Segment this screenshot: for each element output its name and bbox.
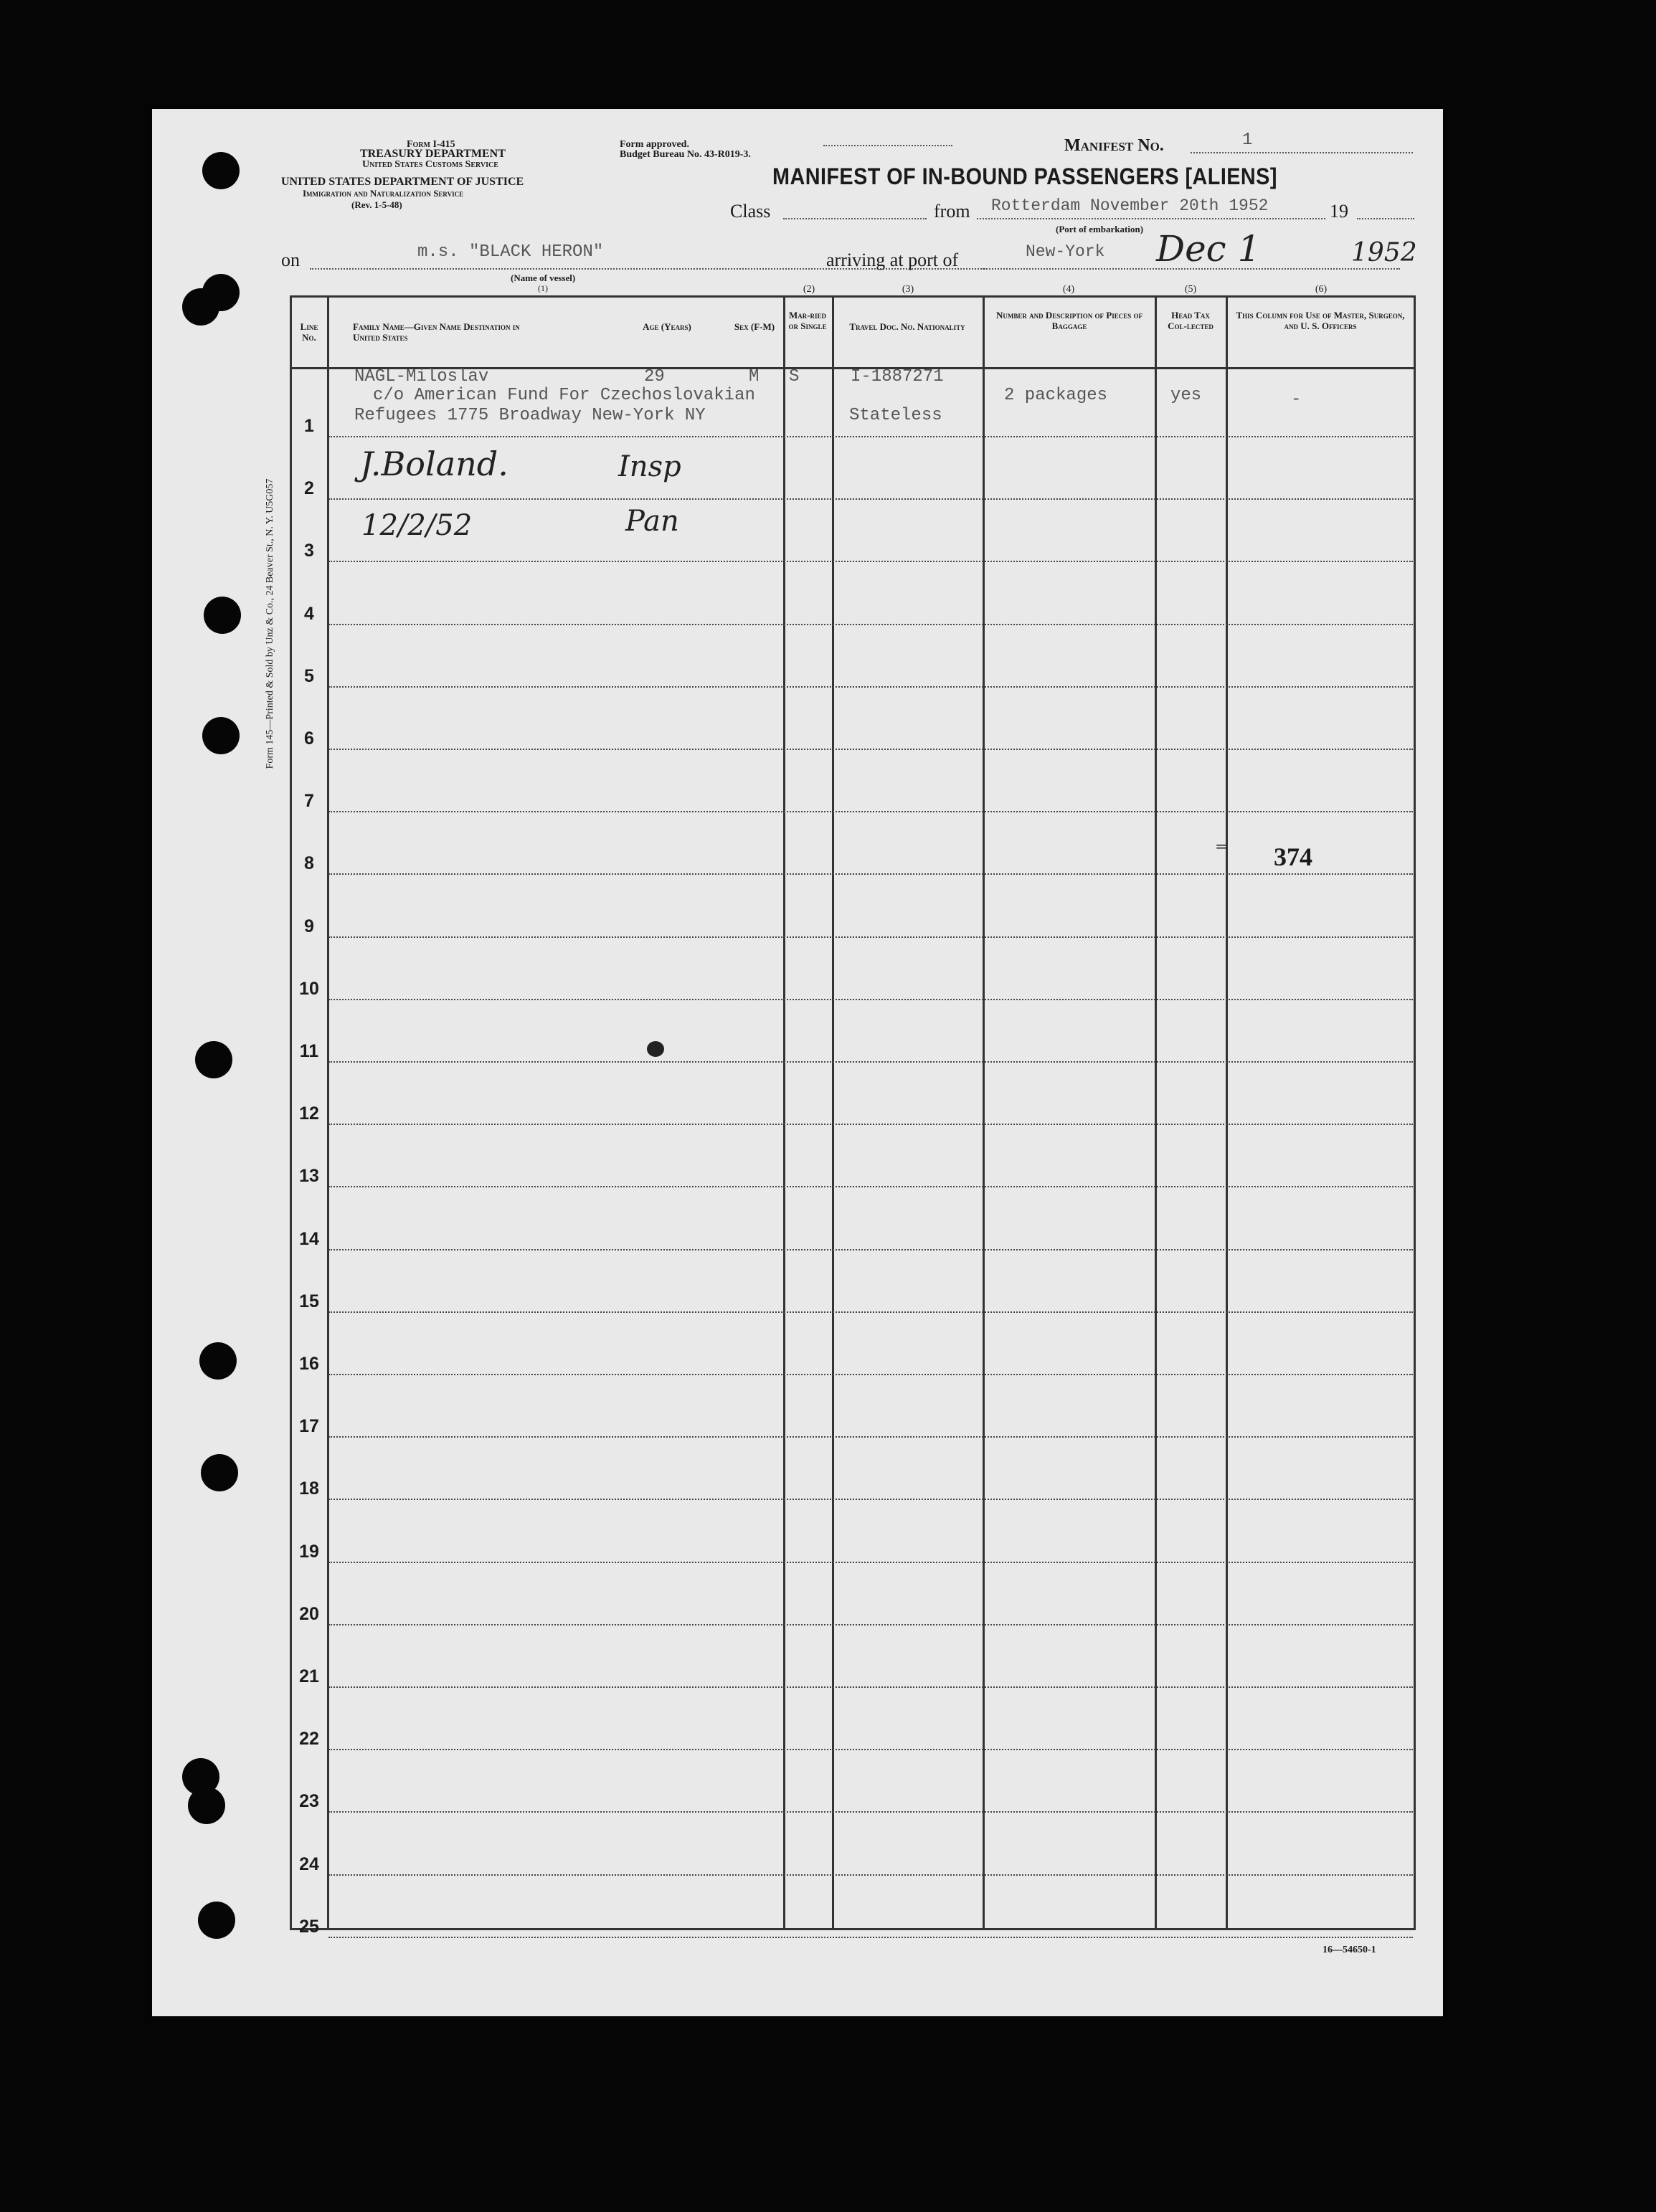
manifest-no-label: Manifest No. xyxy=(1064,136,1164,155)
row-number: 20 xyxy=(299,1603,319,1624)
row-line xyxy=(328,1811,1413,1813)
colnum-5: (5) xyxy=(1184,284,1197,295)
row-number: 9 xyxy=(304,916,314,936)
row-number: 24 xyxy=(299,1853,319,1874)
entry-age: 29 xyxy=(644,367,665,386)
header-travel-doc: Travel Doc. No. Nationality xyxy=(849,321,965,332)
row-number: 15 xyxy=(299,1291,319,1311)
revision: (Rev. 1-5-48) xyxy=(351,199,402,210)
vessel-colnum: (1) xyxy=(538,283,548,293)
row-number: 11 xyxy=(299,1041,319,1061)
row-number: 17 xyxy=(299,1416,319,1437)
row-line xyxy=(328,936,1413,938)
class-label: Class xyxy=(730,201,771,222)
row-line xyxy=(328,749,1413,750)
row-line xyxy=(328,811,1413,812)
handwritten-initials-2: Pan xyxy=(625,505,679,538)
row-number: 25 xyxy=(299,1916,319,1937)
port-caption: (Port of embarkation) xyxy=(1056,224,1144,234)
budget-bureau: Budget Bureau No. 43-R019-3. xyxy=(620,149,751,160)
row-line xyxy=(328,1624,1413,1625)
inspector-signature: J.Boland. xyxy=(360,445,508,483)
row-line xyxy=(328,1249,1413,1250)
form-number: Form I-415 xyxy=(407,139,455,150)
ink-spot xyxy=(647,1041,664,1057)
entry-doc-no: I-1887271 xyxy=(851,367,944,386)
inspector-initials: Insp xyxy=(618,450,681,483)
manifest-page xyxy=(152,109,1443,2016)
on-label: on xyxy=(281,250,300,270)
row-number: 3 xyxy=(304,541,314,561)
row-number: 4 xyxy=(304,603,314,624)
entry-head-tax: yes xyxy=(1170,386,1202,405)
entry-destination-2: Refugees 1775 Broadway New-York NY xyxy=(354,406,706,425)
vessel-caption: (Name of vessel) xyxy=(511,272,576,283)
row-number: 16 xyxy=(299,1354,319,1374)
entry-name: NAGL-Miloslav xyxy=(354,367,489,386)
row-number: 13 xyxy=(299,1166,319,1187)
row-line xyxy=(328,498,1413,500)
punch-hole xyxy=(188,1787,225,1824)
row-line xyxy=(328,873,1413,875)
row-line xyxy=(328,1499,1413,1500)
header-sex: Sex (F-M) xyxy=(734,321,775,332)
punch-hole xyxy=(199,1342,237,1380)
header-line-no: Line No. xyxy=(300,321,318,343)
entry-destination-1: c/o American Fund For Czechoslovakian xyxy=(373,386,755,405)
row-number: 6 xyxy=(304,728,314,749)
manifest-no-value: 1 xyxy=(1242,130,1253,150)
colnum-4: (4) xyxy=(1062,284,1075,295)
row-line xyxy=(328,1562,1413,1563)
row-number: 18 xyxy=(299,1478,319,1499)
header-head-tax: Head Tax Col-lected xyxy=(1168,310,1213,331)
row-number: 5 xyxy=(304,665,314,686)
row-line xyxy=(328,436,1413,437)
row-line xyxy=(328,1311,1413,1313)
row-number: 21 xyxy=(299,1666,319,1686)
row-number: 1 xyxy=(304,416,314,436)
department-of-justice: UNITED STATES DEPARTMENT OF JUSTICE xyxy=(281,176,524,188)
punch-hole xyxy=(202,274,240,311)
year-prefix: 19 xyxy=(1330,201,1348,222)
row-line xyxy=(328,1124,1413,1125)
punch-hole xyxy=(195,1041,232,1078)
stamp-number: 374 xyxy=(1274,842,1312,871)
row-number: 2 xyxy=(304,478,314,499)
punch-hole xyxy=(198,1902,235,1939)
printer-side-text: Form 145—Printed & Sold by Unz & Co., 24 Beaver St., N. Y. U5G057 xyxy=(265,478,275,769)
manifest-title: MANIFEST OF IN-BOUND PASSENGERS [ALIENS] xyxy=(772,163,1277,189)
entry-baggage: 2 packages xyxy=(1004,386,1108,405)
row-line xyxy=(328,624,1413,625)
ins-service: Immigration and Naturalization Service xyxy=(303,188,464,199)
row-line xyxy=(328,1749,1413,1750)
row-line xyxy=(328,1686,1413,1688)
row-line xyxy=(328,999,1413,1000)
from-label: from xyxy=(934,201,970,222)
arrival-year-handwritten: 1952 xyxy=(1351,238,1417,267)
entry-marital: S xyxy=(789,367,800,386)
treasury-department: TREASURY DEPARTMENT xyxy=(360,148,506,160)
arriving-port-value: New-York xyxy=(1026,242,1105,261)
row-number: 14 xyxy=(299,1228,319,1249)
row-number: 10 xyxy=(299,978,319,999)
row-line xyxy=(328,1937,1413,1938)
row-line xyxy=(328,1374,1413,1375)
punch-hole xyxy=(201,1454,238,1491)
colnum-6: (6) xyxy=(1315,284,1328,295)
row-line xyxy=(328,1874,1413,1876)
colnum-3: (3) xyxy=(902,284,914,295)
arriving-label: arriving at port of xyxy=(826,250,959,270)
row-line xyxy=(328,686,1413,688)
header-married: Mar-ried or Single xyxy=(788,310,827,331)
header-age: Age (Years) xyxy=(643,321,691,332)
form-approved: Form approved. xyxy=(620,139,689,150)
handwritten-date: 12/2/52 xyxy=(361,509,473,542)
header-officers: This Column for Use of Master, Surgeon, and U. S. Officers xyxy=(1236,310,1405,331)
entry-officer: - xyxy=(1291,390,1302,409)
punch-hole xyxy=(204,597,241,634)
row-line xyxy=(328,1061,1413,1063)
header-baggage: Number and Description of Pieces of Baggage xyxy=(996,310,1142,331)
stamp-mark-icon: ⁼ xyxy=(1215,838,1228,865)
customs-service: United States Customs Service xyxy=(362,159,498,170)
entry-nationality: Stateless xyxy=(849,406,942,425)
port-of-embarkation-value: Rotterdam November 20th 1952 xyxy=(991,196,1269,215)
row-number: 7 xyxy=(304,791,314,812)
row-number: 22 xyxy=(299,1729,319,1750)
row-line xyxy=(328,1186,1413,1187)
row-number: 8 xyxy=(304,853,314,874)
row-number: 12 xyxy=(299,1103,319,1124)
punch-hole xyxy=(202,717,240,754)
vessel-name-value: m.s. "BLACK HERON" xyxy=(417,242,604,262)
row-number: 23 xyxy=(299,1791,319,1812)
entry-sex: M xyxy=(749,367,760,386)
footer-code: 16—54650-1 xyxy=(1323,1945,1376,1955)
arrival-date-handwritten: Dec 1 xyxy=(1156,228,1261,270)
row-line xyxy=(328,561,1413,562)
punch-hole xyxy=(202,152,240,189)
row-line xyxy=(328,1436,1413,1438)
header-name: Family Name—Given Name Destination in United States xyxy=(353,321,520,343)
row-number: 19 xyxy=(299,1541,319,1562)
colnum-2: (2) xyxy=(803,284,815,295)
